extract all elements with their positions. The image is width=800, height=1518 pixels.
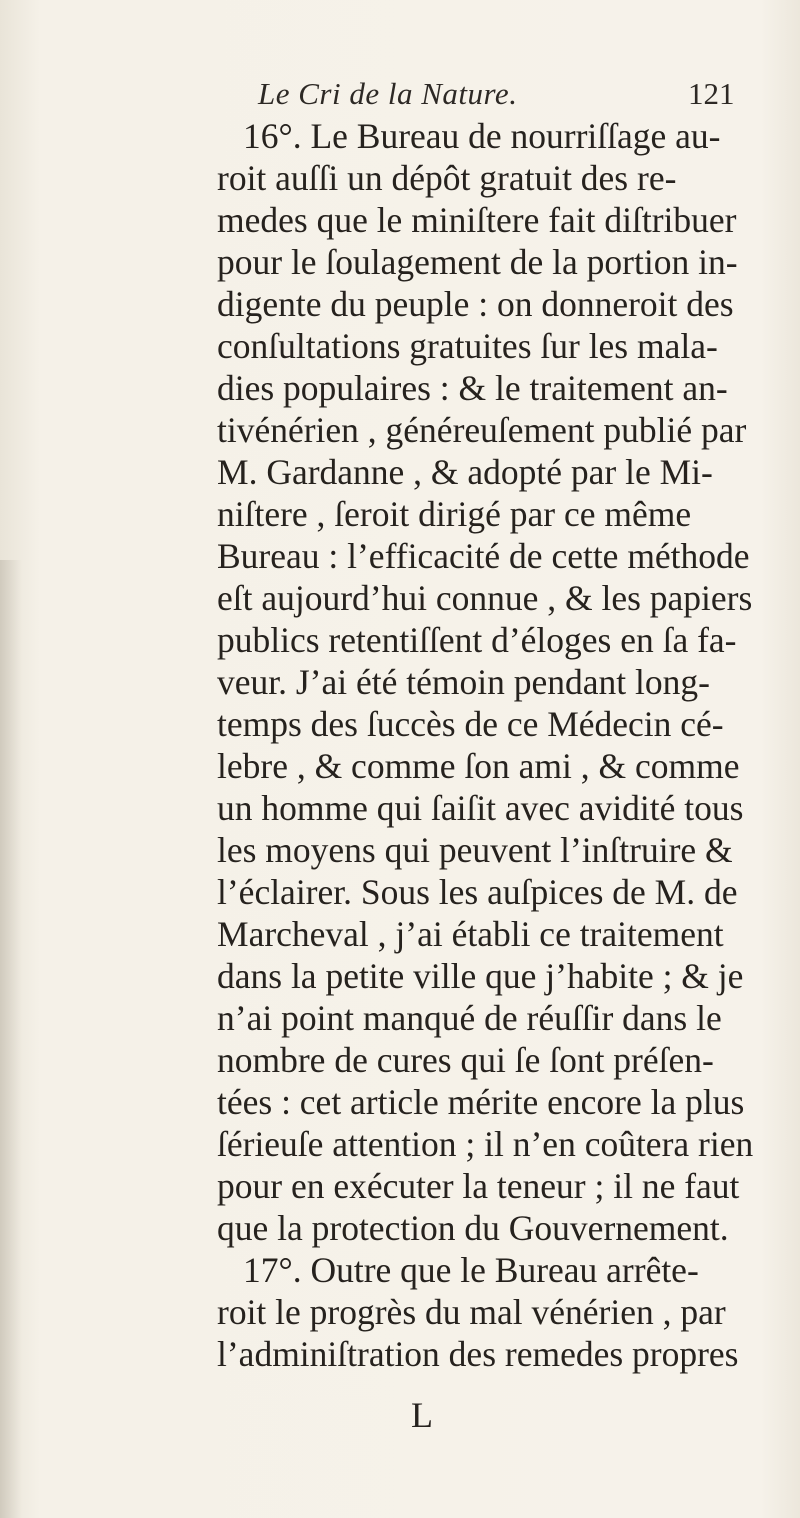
text-line: medes que le miniſtere fait diſtribuer [217, 200, 737, 240]
text-line: les moyens qui peuvent l’inſtruire & [217, 830, 733, 870]
text-line: conſultations gratuites ſur les mala- [217, 326, 718, 366]
text-line: M. Gardanne , & adopté par le Mi- [217, 452, 713, 492]
text-line: Marcheval , j’ai établi ce traitement [217, 914, 724, 954]
text-line: pour en exécuter la teneur ; il ne faut [217, 1166, 740, 1206]
text-line: nombre de cures qui ſe ſont préſen- [217, 1040, 714, 1080]
running-title: Le Cri de la Nature. [258, 76, 518, 111]
text-line: ſérieuſe attention ; il n’en coûtera rien [217, 1124, 754, 1164]
text-line: pour le ſoulagement de la portion in- [217, 242, 738, 282]
text-line: veur. J’ai été témoin pendant long- [217, 662, 710, 702]
text-line: tivénérien , généreuſement publié par [217, 410, 747, 450]
text-line: temps des ſuccès de ce Médecin cé- [217, 704, 724, 744]
text-line: tées : cet article mérite encore la plus [217, 1082, 745, 1122]
text-line: 17°. Outre que le Bureau arrête- [243, 1250, 699, 1290]
text-line: eſt aujourd’hui connue , & les papiers [217, 578, 753, 618]
gutter-shadow [0, 560, 22, 1518]
page-header [0, 76, 800, 116]
text-line: que la protection du Gouvernement. [217, 1208, 729, 1248]
text-line: Bureau : l’efficacité de cette méthode [217, 536, 750, 576]
text-line: n’ai point manqué de réuſſir dans le [217, 998, 722, 1038]
text-line: digente du peuple : on donneroit des [217, 284, 734, 324]
text-line: niſtere , ſeroit dirigé par ce même [217, 494, 692, 534]
text-line: publics retentiſſent d’éloges en ſa fa- [217, 620, 737, 660]
text-line: dies populaires : & le traitement an- [217, 368, 728, 408]
text-line: dans la petite ville que j’habite ; & je [217, 956, 744, 996]
page-number: 121 [688, 76, 735, 111]
text-line: lebre , & comme ſon ami , & comme [217, 746, 740, 786]
text-line: roit le progrès du mal vénérien , par [217, 1292, 726, 1332]
signature-mark: L [411, 1395, 433, 1435]
text-line: roit auſſi un dépôt gratuit des re- [217, 158, 677, 198]
text-line: l’éclairer. Sous les auſpices de M. de [217, 872, 738, 912]
text-line: 16°. Le Bureau de nourriſſage au- [243, 116, 721, 156]
text-line: l’adminiſtration des remedes propres [217, 1334, 739, 1374]
text-line: un homme qui ſaiſit avec avidité tous [217, 788, 744, 828]
